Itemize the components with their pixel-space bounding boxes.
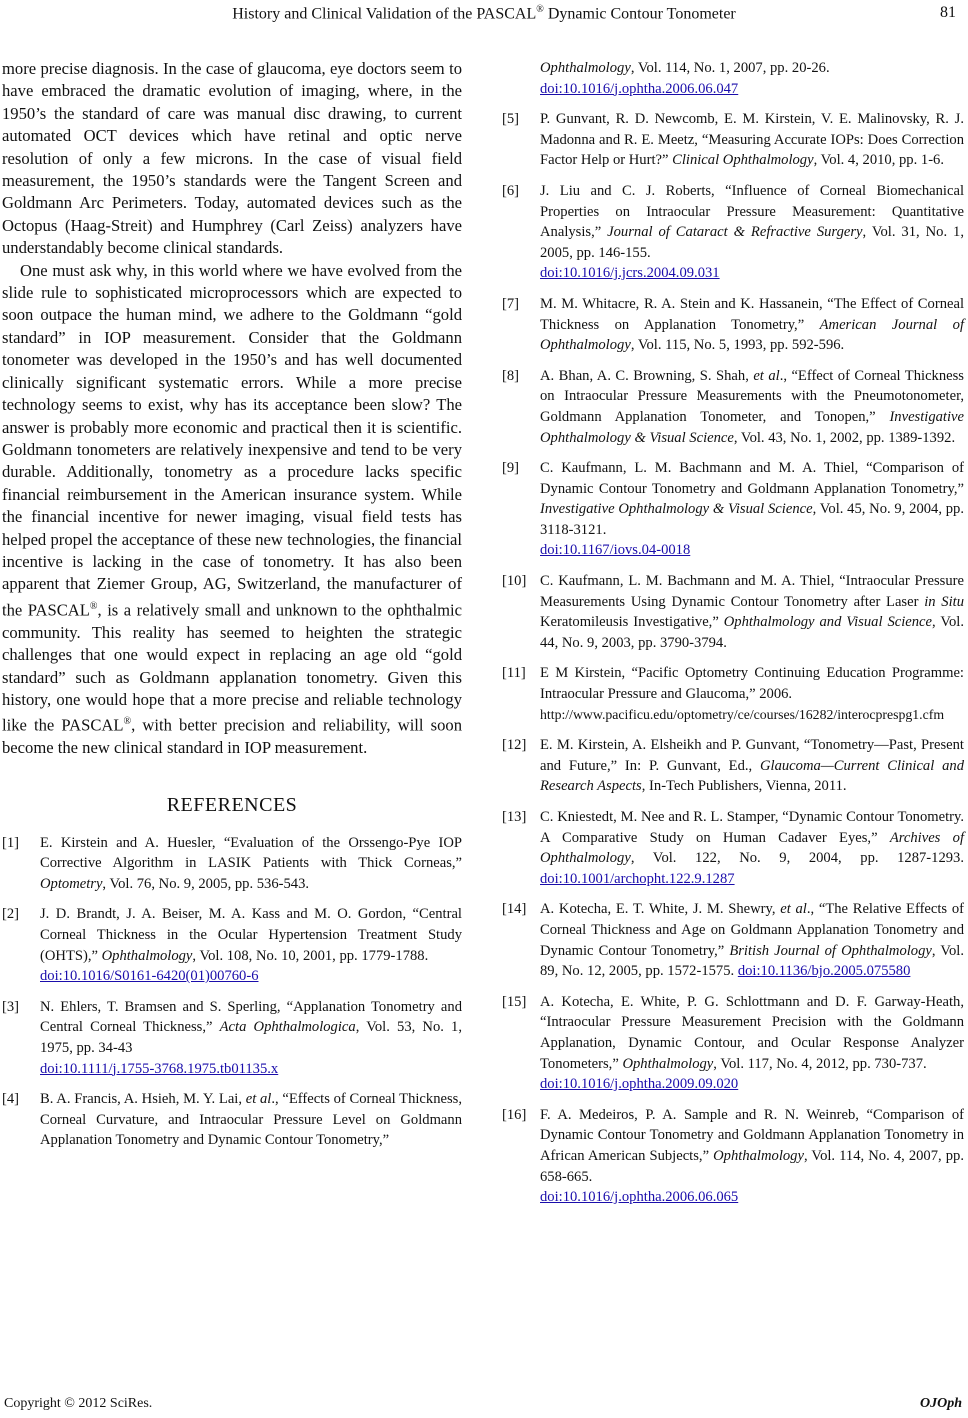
registered-mark: ®	[89, 600, 98, 612]
reference-number: [14]	[502, 901, 527, 918]
reference-text: P. Gunvant, R. D. Newcomb, E. M. Kirstein, V. E. Malinovsky, R. J. Madonna and R. E. Meetz, “Measuring Accurate IOPs: Does Correction Factor Help or Hurt?” Clinical Ophthalmology, Vol. 4, 2010, pp. 1-6.	[540, 111, 964, 169]
doi-link[interactable]: doi:10.1136/bjo.2005.075580	[737, 963, 911, 980]
body-paragraph	[2, 260, 462, 760]
reference-text: E. M. Kirstein, A. Elsheikh and P. Gunvant, “Tonometry—Past, Present and Future,” In: P. Gunvant, Ed., Glaucoma—Current Clinical and Research Aspects, In-Tech Publishers, Vienna, 2011.	[540, 737, 964, 795]
reference-entry	[502, 807, 964, 889]
reference-text: A. Kotecha, E. T. White, J. M. Shewry, et al., “The Relative Effects of Corneal Thickness and Age on Goldmann Applanation Tonometry and Dynamic Contour Tonometry,” British Journal of Ophthalmology, Vol. 89, No. 12, 2005, pp. 1572-1575. doi:10.1136/bjo.2005.075580	[540, 901, 965, 980]
registered-mark: ®	[123, 716, 132, 728]
references-list-right	[502, 58, 964, 1208]
doi-link[interactable]: doi:10.1016/j.ophtha.2006.06.065	[540, 1189, 739, 1206]
paragraph-text: One must ask why, in this world where we have evolved from the slide rule to sophisticated microprocessors which are expected to soon outpace the human mind, we adhere to the Goldmann “gold standard” in IOP measurement. Consider that the Goldmann tonometer was developed in the 1950’s and has well documented clinically significant systematic errors. While a more precise technology seems to exist, why has its acceptance been slow? The answer is probably more economic and practical then it is scientific. Goldmann tonometers are relatively inexpensive and tend to be very durable. Additionally, tonometry as a procedure lacks specific financial reimbursement in the American insurance system. While the financial incentive for newer imaging, visual field tests has helped propel the acceptance of these new technologies, the financial incentive is lacking in the case of tonometry. It has also been apparent that Ziemer Group, AG, Switzerland, the manufacturer of the PASCAL	[2, 260, 462, 620]
reference-number: [13]	[502, 809, 527, 825]
paragraph-text: , is a relatively small and unknown to the ophthalmic community. This reality has seemed to heighten the strategic challenges that one would expect in replacing an age old “gold standard” such as Goldmann applanation tonometry. Given this history, one would hope that a more precise and reliable technology like the PASCAL	[2, 600, 462, 735]
copyright-text: Copyright © 2012 SciRes.	[4, 1396, 153, 1411]
doi-link-line	[540, 79, 964, 100]
registered-mark: ®	[536, 4, 544, 15]
reference-journal: Ophthalmology	[713, 1147, 804, 1164]
journal-abbreviation: OJOph	[919, 1396, 962, 1411]
running-header	[0, 4, 968, 26]
reference-number: [2]	[2, 906, 20, 923]
reference-entry	[502, 992, 964, 1095]
reference-text: C. Kniestedt, M. Nee and R. L. Stamper, “Dynamic Contour Tonometry. A Comparative Study on Human Cadaver Eyes,” Archives of Ophthalmology, Vol. 122, No. 9, 2004, pp. 1287-1293. doi:10.1001/archopht.122.9.1287	[540, 809, 964, 887]
running-title-text-end: Dynamic Contour Tonometer	[543, 5, 736, 23]
reference-number: [3]	[2, 998, 20, 1015]
doi-link-line	[540, 1187, 964, 1208]
reference-continuation	[502, 58, 964, 99]
reference-entry	[502, 294, 964, 356]
reference-entry	[502, 663, 964, 725]
reference-url[interactable]: http://www.pacificu.edu/optometry/ce/courses/16282/interocprespg1.cfm	[540, 706, 945, 722]
reference-entry	[2, 1089, 462, 1151]
reference-text: C. Kaufmann, L. M. Bachmann and M. A. Thiel, “Intraocular Pressure Measurements Using Dynamic Contour Tonometry after Laser in Situ Keratomileusis Investigative,” Ophthalmology and Visual Science, Vol. 44, No. 9, 2003, pp. 3790-3794.	[540, 573, 964, 651]
doi-link-line	[540, 263, 964, 284]
reference-text: A. Kotecha, E. White, P. G. Schlottmann and D. F. Garway-Heath, “Intraocular Pressure Measurement Precision with the Goldmann Applanation, Dynamic Contour, and Ocular Response Analyzer Tonometers,” Ophthalmology, Vol. 117, No. 4, 2012, pp. 730-737.	[540, 993, 964, 1072]
reference-journal: Acta Ophthalmologica	[219, 1019, 356, 1036]
reference-entry	[502, 1105, 964, 1208]
reference-number: [4]	[2, 1091, 20, 1108]
doi-link[interactable]: doi:10.1167/iovs.04-0018	[540, 542, 691, 559]
reference-journal: Ophthalmology	[101, 947, 193, 964]
paragraph-text: , with better precision and reliability, will soon become the new clinical standard in IOP measurement.	[2, 715, 462, 758]
reference-journal: Ophthalmology and Visual Science	[723, 614, 933, 631]
reference-number: [9]	[502, 460, 520, 477]
doi-link-line	[540, 1074, 964, 1095]
reference-number: [11]	[502, 665, 526, 682]
doi-link-line	[540, 540, 964, 561]
reference-text: N. Ehlers, T. Bramsen and S. Sperling, “Applanation Tonometry and Central Corneal Thickness,” Acta Ophthalmologica, Vol. 53, No. 1, 1975, pp. 34-43	[40, 998, 462, 1056]
reference-text: C. Kaufmann, L. M. Bachmann and M. A. Thiel, “Comparison of Dynamic Contour Tonometry and Goldmann Applanation Tonometry,” Investigative Ophthalmology & Visual Science, Vol. 45, No. 9, 2004, pp. 3118-3121.	[540, 460, 965, 538]
doi-link-line	[40, 1059, 462, 1080]
reference-entry	[502, 458, 964, 561]
references-heading: REFERENCES	[166, 793, 298, 816]
reference-text: B. A. Francis, A. Hsieh, M. Y. Lai, et al., “Effects of Corneal Thickness, Corneal Curvature, and Intraocular Pressure Level on Goldmann Applanation Tonometry and Dynamic Contour Tonometry,”	[40, 1091, 462, 1149]
doi-link[interactable]: doi:10.1016/S0161-6420(01)00760-6	[40, 968, 259, 985]
reference-entry	[2, 833, 462, 895]
reference-entry	[2, 904, 462, 986]
reference-number: [15]	[502, 993, 527, 1010]
reference-text: M. M. Whitacre, R. A. Stein and K. Hassanein, “The Effect of Corneal Thickness on Applanation Tonometry,” American Journal of Ophthalmology, Vol. 115, No. 5, 1993, pp. 592-596.	[540, 295, 964, 354]
reference-number: [5]	[502, 111, 520, 128]
reference-text: F. A. Medeiros, P. A. Sample and R. N. Weinreb, “Comparison of Dynamic Contour Tonometry and Goldmann Applanation Tonometry in African American Subjects,” Ophthalmology, Vol. 114, No. 4, 2007, pp. 658-665.	[540, 1106, 965, 1185]
reference-journal: Ophthalmology	[540, 60, 631, 76]
reference-journal: Archives of Ophthalmology	[540, 829, 964, 867]
right-column	[502, 58, 964, 1218]
reference-entry	[502, 109, 964, 171]
reference-journal: Investigative Ophthalmology & Visual Science	[540, 408, 964, 446]
reference-entry	[502, 571, 964, 653]
doi-link-line	[40, 966, 462, 987]
reference-italic: et al	[245, 1091, 272, 1108]
reference-italic: et al	[780, 901, 807, 918]
reference-journal: British Journal of Ophthalmology	[729, 942, 932, 959]
reference-number: [16]	[502, 1106, 527, 1123]
reference-journal: Clinical Ophthalmology	[672, 152, 814, 169]
reference-italic: et al	[753, 367, 780, 384]
doi-link[interactable]: doi:10.1016/j.jcrs.2004.09.031	[540, 265, 720, 282]
running-title	[0, 4, 968, 23]
references-list-left	[2, 833, 462, 1151]
reference-italic: in Situ	[924, 593, 964, 610]
doi-link[interactable]: doi:10.1016/j.ophtha.2009.09.020	[540, 1076, 739, 1093]
reference-entry	[502, 366, 964, 448]
reference-number: [12]	[502, 737, 527, 754]
reference-journal: American Journal of Ophthalmology	[540, 316, 964, 354]
reference-text: J. D. Brandt, J. A. Beiser, M. A. Kass and M. O. Gordon, “Central Corneal Thickness in the Ocular Hypertension Treatment Study (OHTS),” Ophthalmology, Vol. 108, No. 10, 2001, pp. 1779-1788.	[40, 906, 462, 964]
doi-link[interactable]: doi:10.1016/j.ophtha.2006.06.047	[540, 80, 739, 97]
page-footer	[0, 1396, 968, 1418]
reference-journal: Optometry	[40, 875, 103, 892]
reference-journal: Ophthalmology	[622, 1055, 714, 1072]
left-column	[2, 58, 462, 1161]
reference-text: E M Kirstein, “Pacific Optometry Continuing Education Programme: Intraocular Pressure and Glaucoma,” 2006.	[540, 665, 964, 703]
reference-entry	[502, 735, 964, 797]
doi-link[interactable]: doi:10.1111/j.1755-3768.1975.tb01135.x	[40, 1060, 279, 1077]
reference-number: [8]	[502, 367, 520, 384]
reference-number: [10]	[502, 573, 527, 590]
reference-text: E. Kirstein and A. Huesler, “Evaluation of the Orssengo-Pye IOP Corrective Algorithm in LASIK Patients with Thick Corneas,” Optometry, Vol. 76, No. 9, 2005, pp. 536-543.	[40, 834, 462, 892]
reference-text: J. Liu and C. J. Roberts, “Influence of Corneal Biomechanical Properties on Intraocular Pressure Measurement: Quantitative Analysis,” Journal of Cataract & Refractive Surgery, Vol. 31, No. 1, 2005, pp. 146-155.	[540, 182, 964, 261]
reference-text: A. Bhan, A. C. Browning, S. Shah, et al., “Effect of Corneal Thickness on Intraocular Pressure Measurements with the Pneumotonometer, Goldmann Applanation Tonometer, and Tonopen,” Investigative Ophthalmology & Visual Science, Vol. 43, No. 1, 2002, pp. 1389-1392.	[540, 367, 964, 446]
doi-link[interactable]: doi:10.1001/archopht.122.9.1287	[540, 870, 735, 887]
reference-entry	[502, 899, 964, 981]
reference-entry	[502, 181, 964, 284]
page-number: 81	[940, 4, 956, 21]
reference-journal: Glaucoma—Current Clinical and Research Aspects	[540, 757, 964, 795]
reference-number: [1]	[2, 834, 20, 851]
reference-journal: Investigative Ophthalmology & Visual Science	[540, 501, 813, 518]
reference-journal: Journal of Cataract & Refractive Surgery	[607, 224, 863, 241]
reference-number: [6]	[502, 182, 520, 199]
running-title-text: History and Clinical Validation of the PASCAL	[232, 5, 537, 23]
body-paragraph: more precise diagnosis. In the case of glaucoma, eye doctors seem to have embraced the dramatic evolution of imaging, where, in the 1950’s the standard of care was manual disc drawing, to current automated OCT devices which have retinal and optic nerve resolution of only a few microns. In the case of visual field measurement, the 1950’s standards were the Tangent Screen and Goldmann Arc Perimeters. Today, automated devices such as the Octopus (Haag-Streit) and Humphrey (Carl Zeiss) analyzers have understandably become clinical standards.	[2, 59, 462, 258]
reference-entry	[2, 997, 462, 1079]
reference-number: [7]	[502, 295, 520, 312]
reference-text: Ophthalmology, Vol. 114, No. 1, 2007, pp. 20-26.	[540, 60, 830, 76]
